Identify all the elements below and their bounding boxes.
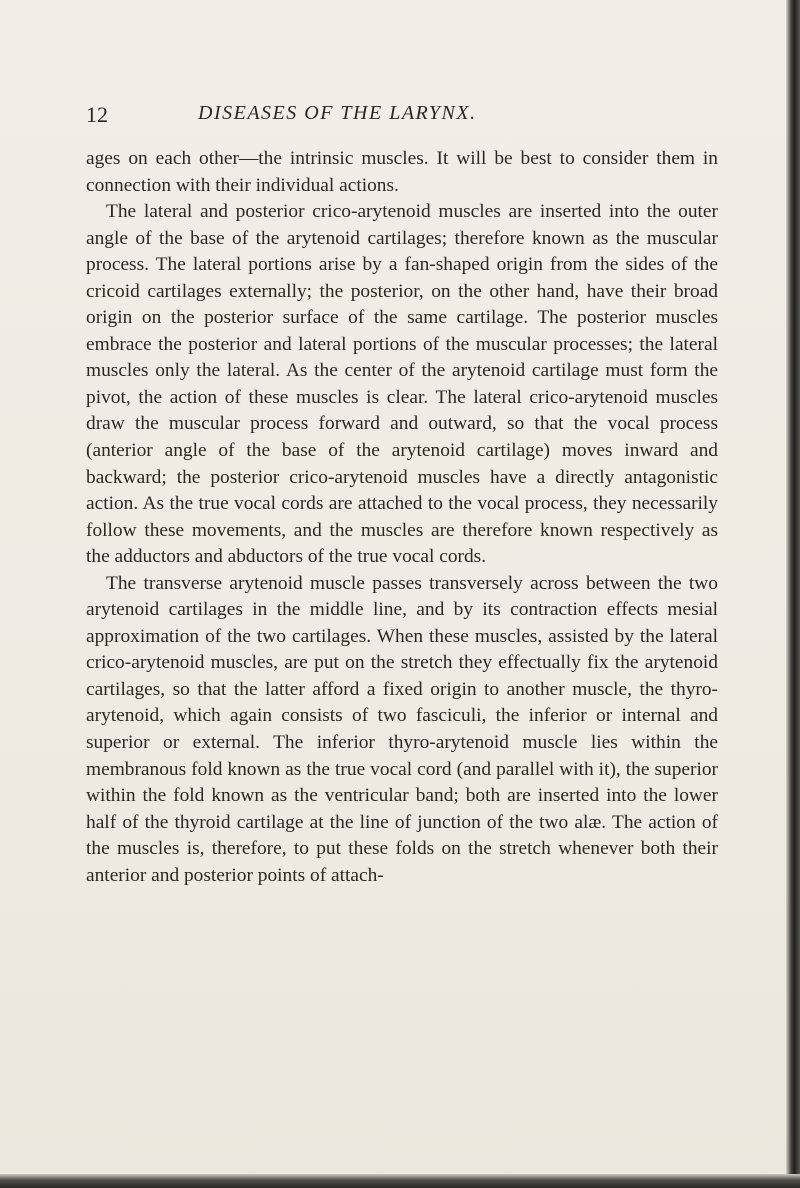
book-edge-shadow-bottom [0,1174,800,1188]
running-head: DISEASES OF THE LARYNX. [198,102,477,124]
book-edge-shadow-right [786,0,800,1188]
page-header [86,102,726,130]
page-number: 12 [86,102,108,127]
paragraph-crico-arytenoid: The lateral and posterior crico-arytenoid muscles are inserted into the outer angle of the base of the arytenoid cartilages; therefore known as the muscular process. The lateral portions arise by a fan-shaped origin from the sides of the cricoid cartilages externally; the posterior, on the other hand, have their broad origin on the posterior surface of the same cartilage. The posterior muscles embrace the posterior and lateral portions of the muscular processes; the lateral muscles only the lateral. As the center of the arytenoid cartilage must form the pivot, the action of these muscles is clear. The lateral crico-arytenoid muscles draw the muscular process forward and outward, so that the vocal process (anterior angle of the base of the arytenoid cartilage) moves inward and backward; the posterior crico-arytenoid muscles have a directly antagonistic action. As the true vocal cords are attached to the vocal process, they necessarily follow these movements, and the muscles are therefore known respectively as the adductors and abductors of the true vocal cords. [86,201,718,568]
paragraph-transverse-arytenoid: The transverse arytenoid muscle passes transversely across between the two arytenoid cartilages in the middle line, and by its contraction effects mesial approximation of the two cartilages. When these muscles, assisted by the lateral crico-arytenoid muscles, are put on the stretch they effectually fix the arytenoid cartilages, so that the latter afford a fixed origin to another muscle, the thyro-arytenoid, which again consists of two fasciculi, the inferior or internal and superior or external. The inferior thyro-arytenoid muscle lies within the membranous fold known as the true vocal cord (and parallel with it), the superior within the fold known as the ventricular band; both are inserted into the lower half of the thyroid cartilage at the line of junction of the two alæ. The action of the muscles is, therefore, to put these folds on the stretch whenever both their anterior and posterior points of attach- [86,572,718,886]
paragraph-continuation: ages on each other—the intrinsic muscles. It will be best to consider them in connection with their individual actions. [86,148,718,196]
body-text [86,146,718,889]
